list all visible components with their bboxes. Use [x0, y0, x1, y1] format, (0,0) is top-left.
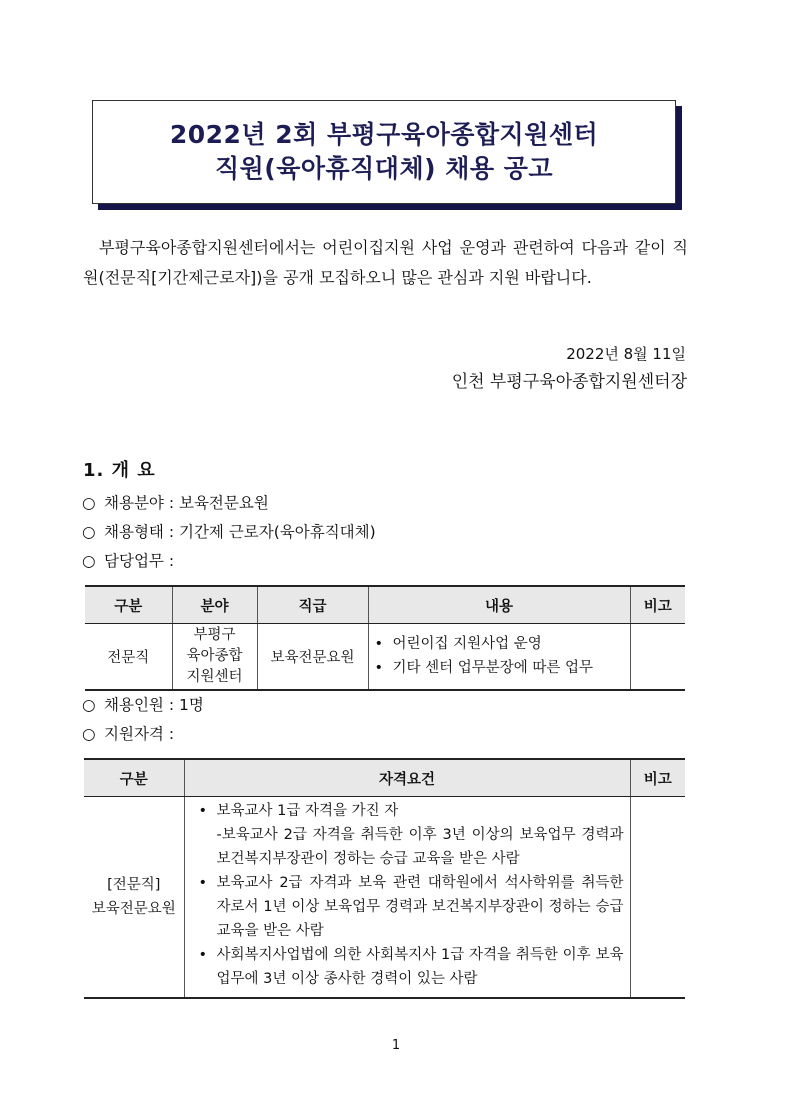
headcount-line [82, 694, 204, 716]
header-note: 비고 [630, 586, 685, 624]
announcement-sender: 인천 부평구육아종합지원센터장 [451, 372, 687, 392]
header-field: 분야 [172, 586, 257, 624]
header-note: 비고 [630, 759, 685, 797]
requirement-text: 사회복지사업법에 의한 사회복지사 1급 자격을 취득한 이후 보육업무에 3년 이상 종사한 경력이 있는 사람 [216, 947, 624, 987]
cell-category [84, 797, 184, 999]
list-item [193, 799, 624, 871]
content-text: 어린이집 지원사업 운영 [392, 636, 542, 653]
cell-rank: 보육전문요원 [257, 624, 368, 690]
headcount-text: 채용인원 : 1명 [104, 696, 204, 714]
field-line [82, 492, 269, 514]
requirement-text: 보육교사 1급 자격을 가진 자 [216, 803, 399, 819]
requirement-subtext: -보육교사 2급 자격을 취득한 이후 3년 이상의 보육업무 경력과 보건복지부장관이 정하는 승급 교육을 받은 사람 [216, 827, 624, 867]
content-text: 기타 센터 업무분장에 따른 업무 [392, 660, 594, 677]
bullet-icon: • [198, 875, 208, 891]
category-line-2: 보육전문요원 [91, 901, 176, 917]
bullet-icon: • [374, 636, 384, 653]
qualification-line [82, 723, 174, 745]
intro-text: 부평구육아종합지원센터에서는 어린이집지원 사업 운영과 관련하여 다음과 같이 직원(전문직[기간제근로자])을 공개 모집하오니 많은 관심과 지원 바랍니다. [83, 238, 688, 287]
circle-icon: ○ [82, 523, 96, 541]
title-line-1: 2022년 2회 부평구육아종합지원센터 [169, 120, 599, 149]
duty-text: 담당업무 : [104, 552, 175, 570]
employment-type-line [82, 521, 376, 543]
list-item [193, 871, 624, 943]
announcement-date: 2022년 8월 11일 [566, 345, 686, 363]
circle-icon: ○ [82, 696, 96, 714]
page-number: 1 [391, 1038, 401, 1053]
bullet-icon: • [198, 803, 208, 819]
list-item [369, 632, 630, 656]
cell-note [630, 797, 685, 999]
cell-field [172, 624, 257, 690]
circle-icon: ○ [82, 552, 96, 570]
list-item [193, 943, 624, 991]
header-contents: 내용 [368, 586, 630, 624]
field-line-3: 지원센터 [186, 668, 243, 685]
header-category: 구분 [85, 586, 172, 624]
qualification-text: 지원자격 : [104, 725, 175, 743]
qualification-table [84, 758, 685, 999]
circle-icon: ○ [82, 494, 96, 512]
intro-paragraph [83, 233, 688, 293]
duty-table-header-row [85, 586, 685, 624]
title-box [92, 100, 676, 204]
field-line-1: 부평구 [193, 626, 236, 643]
section-heading-overview: 1. 개 요 [83, 460, 156, 481]
field-text: 채용분야 : 보육전문요원 [104, 494, 269, 512]
header-category: 구분 [84, 759, 184, 797]
cell-category: 전문직 [85, 624, 172, 690]
bullet-icon: • [374, 660, 384, 677]
title-line-2: 직원(육아휴직대체) 채용 공고 [214, 154, 554, 183]
list-item [369, 656, 630, 680]
cell-requirements [184, 797, 630, 999]
circle-icon: ○ [82, 725, 96, 743]
header-requirements: 자격요건 [184, 759, 630, 797]
table-row [84, 797, 685, 999]
qual-table-header-row [84, 759, 685, 797]
cell-note [630, 624, 685, 690]
requirement-text: 보육교사 2급 자격과 보육 관련 대학원에서 석사학위를 취득한 자로서 1년 이상 보육업무 경력과 보건복지부장관이 정하는 승급 교육을 받은 사람 [216, 875, 624, 939]
employment-type-text: 채용형태 : 기간제 근로자(육아휴직대체) [104, 523, 376, 541]
duty-line [82, 550, 174, 572]
field-line-2: 육아종합 [186, 647, 243, 664]
category-line-1: [전문직] [107, 877, 161, 893]
header-rank: 직급 [257, 586, 368, 624]
duty-table [85, 585, 685, 691]
bullet-icon: • [198, 947, 208, 963]
cell-contents [368, 624, 630, 690]
table-row [85, 624, 685, 690]
